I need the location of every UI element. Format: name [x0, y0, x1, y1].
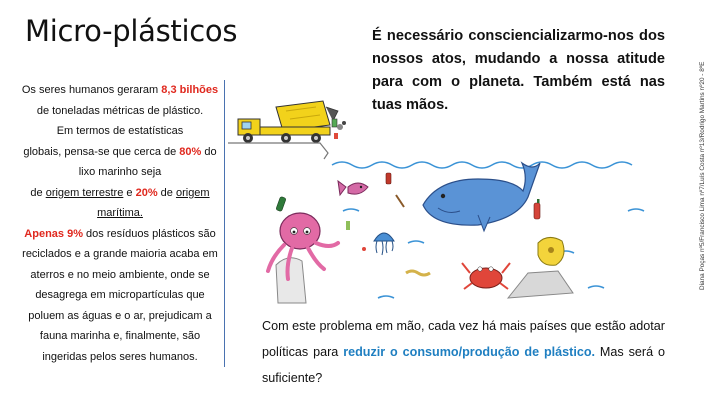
stat-line-2: de toneladas métricas de plástico. — [36, 104, 204, 117]
crab-drawing — [462, 263, 510, 289]
jellyfish-drawing — [374, 233, 394, 255]
call-to-action-heading: É necessário consciencializarmo-nos dos nossos atos, mudando a nossa atitude para com o planeta. Também está nas tuas mãos. — [372, 28, 665, 113]
stat-highlight-tonnage: 8,3 bilhões — [161, 84, 219, 96]
stat-line-4: globais, pensa-se que cerca de 80% do — [23, 145, 217, 158]
rock-drawing — [508, 271, 573, 298]
page-title: Micro-plásticos — [25, 14, 238, 48]
octopus-drawing — [268, 213, 338, 303]
pink-fish-drawing — [338, 181, 368, 195]
statistics-column — [20, 80, 225, 367]
stat-highlight-80: 80% — [179, 145, 202, 158]
dump-truck-drawing — [238, 101, 338, 143]
stat-line-6: de origem terrestre e 20% de origem — [30, 186, 210, 199]
stat-line-7: marítima. — [97, 207, 143, 219]
stat-highlight-9: Apenas 9% — [24, 227, 83, 240]
stat-line-3: Em termos de estatísticas — [56, 125, 184, 137]
bottom-paragraph: Com este problema em mão, cada vez há mais países que estão adotar políticas para reduzir o consumo/produção de plástico. Mas será o suficiente? — [262, 319, 665, 385]
cliff-line-drawing — [228, 143, 328, 159]
stat-line-1: Os seres humanos geraram 8,3 bilhões — [21, 84, 219, 96]
reduce-plastic-highlight: reduzir o consumo/produção de plástico. — [343, 345, 596, 359]
recycling-paragraph: Apenas 9% dos resíduos plásticos são reciclados e a grande maioria acaba em aterros e no meio ambiente, onde se desagrega em micropartículas que poluem as águas e o ar, prejudicam a fauna marinha e, finalmente, são ingeridas pelos seres humanos. — [22, 227, 218, 363]
stat-line-5: lixo marinho seja — [78, 166, 162, 178]
plastic-bag-drawing — [538, 237, 564, 265]
ocean-pollution-illustration — [228, 93, 673, 308]
falling-trash-drawing — [332, 119, 346, 139]
stat-highlight-20: 20% — [135, 186, 158, 199]
whale-drawing — [423, 163, 540, 231]
author-credits: Diana Poças nº5/Francisco Lima nº7/Luís Costa nº13/Rodrigo Martins nº20 - 8ºE — [699, 61, 706, 290]
